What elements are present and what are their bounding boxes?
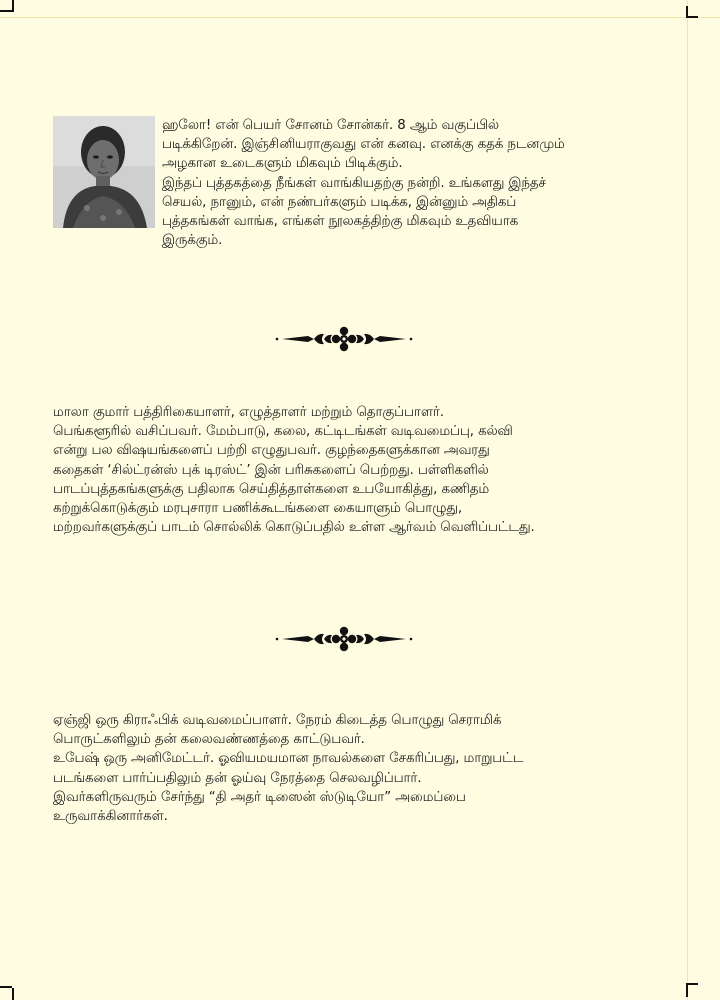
crop-mark-top-left — [0, 10, 12, 23]
writer-bio-line: மற்றவர்களுக்குப் பாடம் சொல்லிக் கொடுப்பதில் உள்ள ஆர்வம் வெளிப்பட்டது. — [53, 520, 535, 536]
crop-mark-top-left-vertical — [12, 0, 14, 12]
crop-mark-top-right — [686, 6, 698, 18]
illustrators-bio-line: உபேஷ் ஒரு அனிமேட்டர். ஓவியமயமான நாவல்களை சேகரிப்பது, மாறுபட்ட — [53, 751, 524, 767]
crop-mark-bottom-left-vertical — [12, 988, 14, 1000]
illustrators-bio-line: பொருட்களிலும் தன் கலைவண்ணத்தை காட்டுபவர். — [53, 732, 365, 748]
illustrators-bio-line: இவர்களிருவரும் சேர்ந்து “தி அதர் டிஸைன் ஸ்டுடியோ” அமைப்பை — [53, 789, 466, 805]
writer-bio-line: என்று பல விஷயங்களைப் பற்றி எழுதுபவர். குழந்தைகளுக்கான அவரது — [53, 443, 490, 459]
writer-bio-line: பெங்களூரில் வசிப்பவர். மேம்பாடு, கலை, கட்டிடங்கள் வடிவமைப்பு, கல்வி — [53, 424, 513, 440]
writer-bio — [53, 403, 535, 537]
author-portrait-image — [53, 116, 155, 228]
student-bio-line: செயல், நானும், என் நண்பர்களும் படிக்க, இன்னும் அதிகப் — [162, 194, 517, 210]
student-bio-line: படிக்கிறேன். இஞ்சினியராகுவது என் கனவு. எனக்கு கதக் நடனமும் — [162, 137, 565, 153]
student-bio-line: ஹலோ! என் பெயர் சோனம் சோன்கர். 8 ஆம் வகுப்பில் — [162, 118, 499, 133]
student-bio-line: புத்தகங்கள் வாங்க, எங்கள் நூலகத்திற்கு மிகவும் உதவியாக — [162, 213, 519, 229]
crop-mark-bottom-left — [0, 986, 12, 988]
student-bio-line: அழகான உடைகளும் மிகவும் பிடிக்கும். — [162, 156, 403, 172]
top-trim-line — [0, 17, 720, 18]
ornamental-divider-icon — [274, 625, 414, 653]
student-bio — [162, 116, 565, 250]
writer-bio-line: பாடப்புத்தகங்களுக்கு பதிலாக செய்தித்தாள்களை உபயோகித்து, கணிதம் — [53, 481, 490, 497]
illustrators-bio-line: படங்களை பார்ப்பதிலும் தன் ஓய்வு நேரத்தை செலவழிப்பார். — [53, 770, 422, 786]
ornamental-divider-icon — [274, 325, 414, 353]
illustrators-bio-line: உருவாக்கினார்கள். — [53, 808, 168, 824]
student-bio-line: இந்தப் புத்தகத்தை நீங்கள் வாங்கியதற்கு நன்றி. உங்களது இந்தச் — [162, 175, 546, 191]
illustrators-bio — [53, 711, 523, 826]
writer-bio-line: மாலா குமார் பத்திரிகையாளர், எழுத்தாளர் மற்றும் தொகுப்பாளர். — [53, 405, 444, 420]
writer-bio-line: கதைகள் ‘சில்ட்ரன்ஸ் புக் டிரஸ்ட்’ இன் பரிசுகளைப் பெற்றது. பள்ளிகளில் — [53, 462, 489, 478]
right-trim-line — [687, 0, 688, 1000]
author-photo — [53, 116, 155, 228]
student-bio-line: இருக்கும். — [162, 233, 223, 249]
crop-mark-bottom-right — [686, 983, 698, 997]
writer-bio-line: கற்றுக்கொடுக்கும் மரபுசாரா பணிக்கூடங்களை கையாளும் பொழுது, — [53, 500, 463, 516]
illustrators-bio-line: ஏஞ்ஜி ஒரு கிராஃபிக் வடிவமைப்பாளர். நேரம் கிடைத்த பொழுது செராமிக் — [53, 713, 502, 728]
